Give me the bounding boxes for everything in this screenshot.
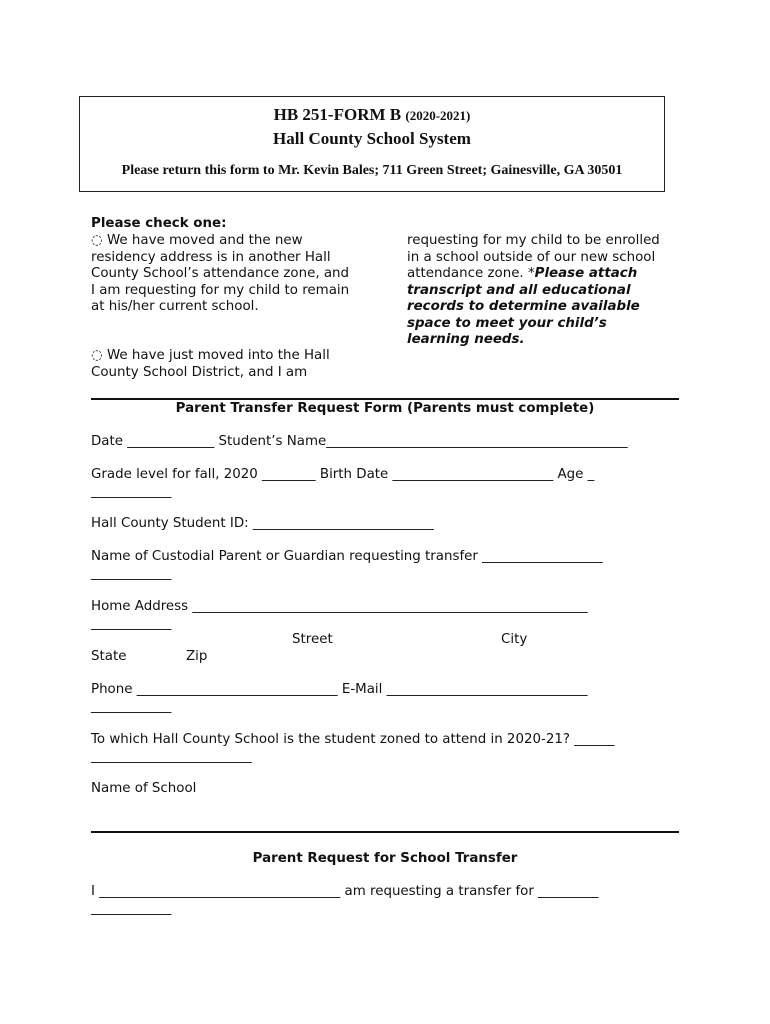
zoned-school-field-cont[interactable]: ________________________ bbox=[91, 749, 252, 764]
option1-line: residency address is in another Hall bbox=[91, 249, 331, 265]
home-address-field-cont[interactable]: ____________ bbox=[91, 616, 172, 631]
option2-cont-line: requesting for my child to be enrolled bbox=[407, 233, 660, 248]
city-label: City bbox=[501, 632, 528, 647]
check-heading: Please check one: bbox=[91, 216, 227, 231]
guardian-name-field[interactable]: Name of Custodial Parent or Guardian requesting transfer __________________ bbox=[91, 549, 603, 564]
transfer-request-field[interactable]: I ____________________________________ am requesting a transfer for _________ bbox=[91, 884, 599, 899]
form-title-text: HB 251-FORM B bbox=[273, 105, 402, 124]
option1-line: ◌ We have moved and the new bbox=[91, 233, 303, 248]
zip-label: Zip bbox=[186, 649, 208, 664]
zoned-school-field[interactable]: To which Hall County School is the student zoned to attend in 2020-21? ______ bbox=[91, 732, 615, 747]
attach-note-line: records to determine available bbox=[407, 299, 640, 314]
date-student-name-field[interactable]: Date _____________ Student’s Name_____________________________________________ bbox=[91, 434, 628, 449]
option2-line: County School District, and I am bbox=[91, 364, 308, 380]
street-label: Street bbox=[292, 632, 333, 647]
guardian-name-field-cont[interactable]: ____________ bbox=[91, 566, 172, 581]
form-year: (2020-2021) bbox=[405, 108, 471, 123]
parent-transfer-section-title: Parent Transfer Request Form (Parents must complete) bbox=[175, 401, 595, 416]
transfer-request-field-cont[interactable]: ____________ bbox=[91, 901, 172, 916]
option2-line: ◌ We have just moved into the Hall bbox=[91, 348, 330, 363]
state-label: State bbox=[91, 649, 127, 664]
phone-email-field-cont[interactable]: ____________ bbox=[91, 699, 172, 714]
option2-continued bbox=[407, 233, 697, 349]
option1-line: at his/her current school. bbox=[91, 299, 259, 314]
student-id-field[interactable]: Hall County Student ID: ___________________________ bbox=[91, 516, 434, 531]
form-title bbox=[80, 105, 664, 125]
attach-note-line: space to meet your child’s bbox=[407, 315, 607, 331]
school-system-name: Hall County School System bbox=[273, 129, 471, 148]
return-instructions: Please return this form to Mr. Kevin Bales; 711 Green Street; Gainesville, GA 30501 bbox=[121, 163, 623, 178]
form-header-box bbox=[79, 96, 665, 192]
attach-note-line: transcript and all educational bbox=[407, 282, 631, 298]
attendance-zone-text: attendance zone. * bbox=[407, 266, 535, 281]
option-moved-remain[interactable] bbox=[91, 233, 391, 316]
option2-cont-line bbox=[407, 266, 697, 283]
grade-birthdate-age-field[interactable]: Grade level for fall, 2020 ________ Birth Date ________________________ Age _ bbox=[91, 467, 595, 482]
option1-line: I am requesting for my child to remain bbox=[91, 282, 350, 298]
attach-note-line: learning needs. bbox=[407, 332, 525, 347]
phone-email-field[interactable]: Phone ______________________________ E-Mail ______________________________ bbox=[91, 682, 588, 697]
option-moved-enroll[interactable] bbox=[91, 348, 391, 381]
section-divider bbox=[91, 398, 679, 400]
option1-line: County School’s attendance zone, and bbox=[91, 266, 350, 281]
attach-note-start: Please attach bbox=[534, 266, 638, 281]
name-of-school-label: Name of School bbox=[91, 781, 197, 796]
parent-request-section-title: Parent Request for School Transfer bbox=[252, 851, 518, 866]
home-address-field[interactable]: Home Address ___________________________________________________________ bbox=[91, 599, 588, 614]
option2-cont-line: in a school outside of our new school bbox=[407, 249, 656, 265]
grade-birthdate-age-field-cont[interactable]: ____________ bbox=[91, 484, 172, 499]
section-divider bbox=[91, 831, 679, 833]
